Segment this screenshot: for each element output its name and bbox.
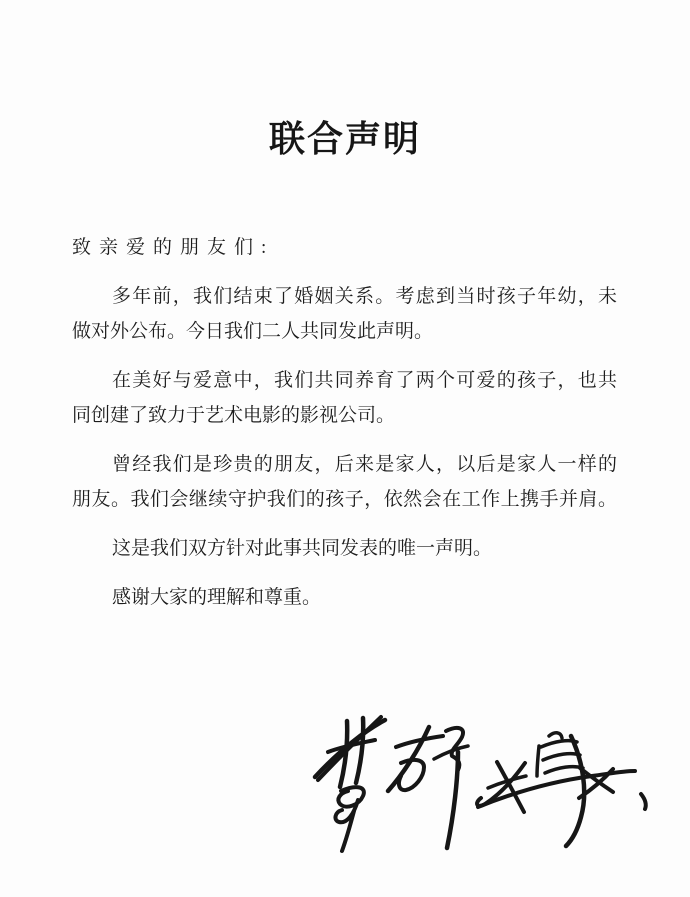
statement-body <box>0 279 690 615</box>
statement-line: 在美好与爱意中，我们共同养育了两个可爱的孩子，也共 <box>112 370 617 391</box>
statement-line: 曾经我们是珍贵的朋友，后来是家人，以后是家人一样的 <box>112 454 617 475</box>
statement-line: 朋友。我们会继续守护我们的孩子，依然会在工作上携手并肩。 <box>72 489 617 510</box>
statement-line: 这是我们双方针对此事共同发表的唯一声明。 <box>112 538 493 559</box>
signature-area <box>300 690 660 880</box>
statement-line: 多年前，我们结束了婚姻关系。考虑到当时孩子年幼，未 <box>112 286 617 307</box>
paragraph <box>72 531 617 566</box>
paragraph <box>72 580 617 615</box>
salutation: 致亲爱的朋友们: <box>72 237 275 258</box>
signature-dot <box>641 794 646 809</box>
statement-line: 做对外公布。今日我们二人共同发此声明。 <box>72 321 434 342</box>
paragraph <box>72 279 617 349</box>
paragraph <box>72 363 617 433</box>
statement-line: 同创建了致力于艺术电影的影视公司。 <box>72 405 396 426</box>
handwritten-signatures-image <box>300 690 660 880</box>
signature-cao-yu <box>315 717 468 851</box>
paragraph <box>72 447 617 517</box>
statement-line: 感谢大家的理解和尊重。 <box>112 587 322 608</box>
signature-yao-chen <box>477 733 646 846</box>
statement-title: 联合声明 <box>268 119 421 159</box>
